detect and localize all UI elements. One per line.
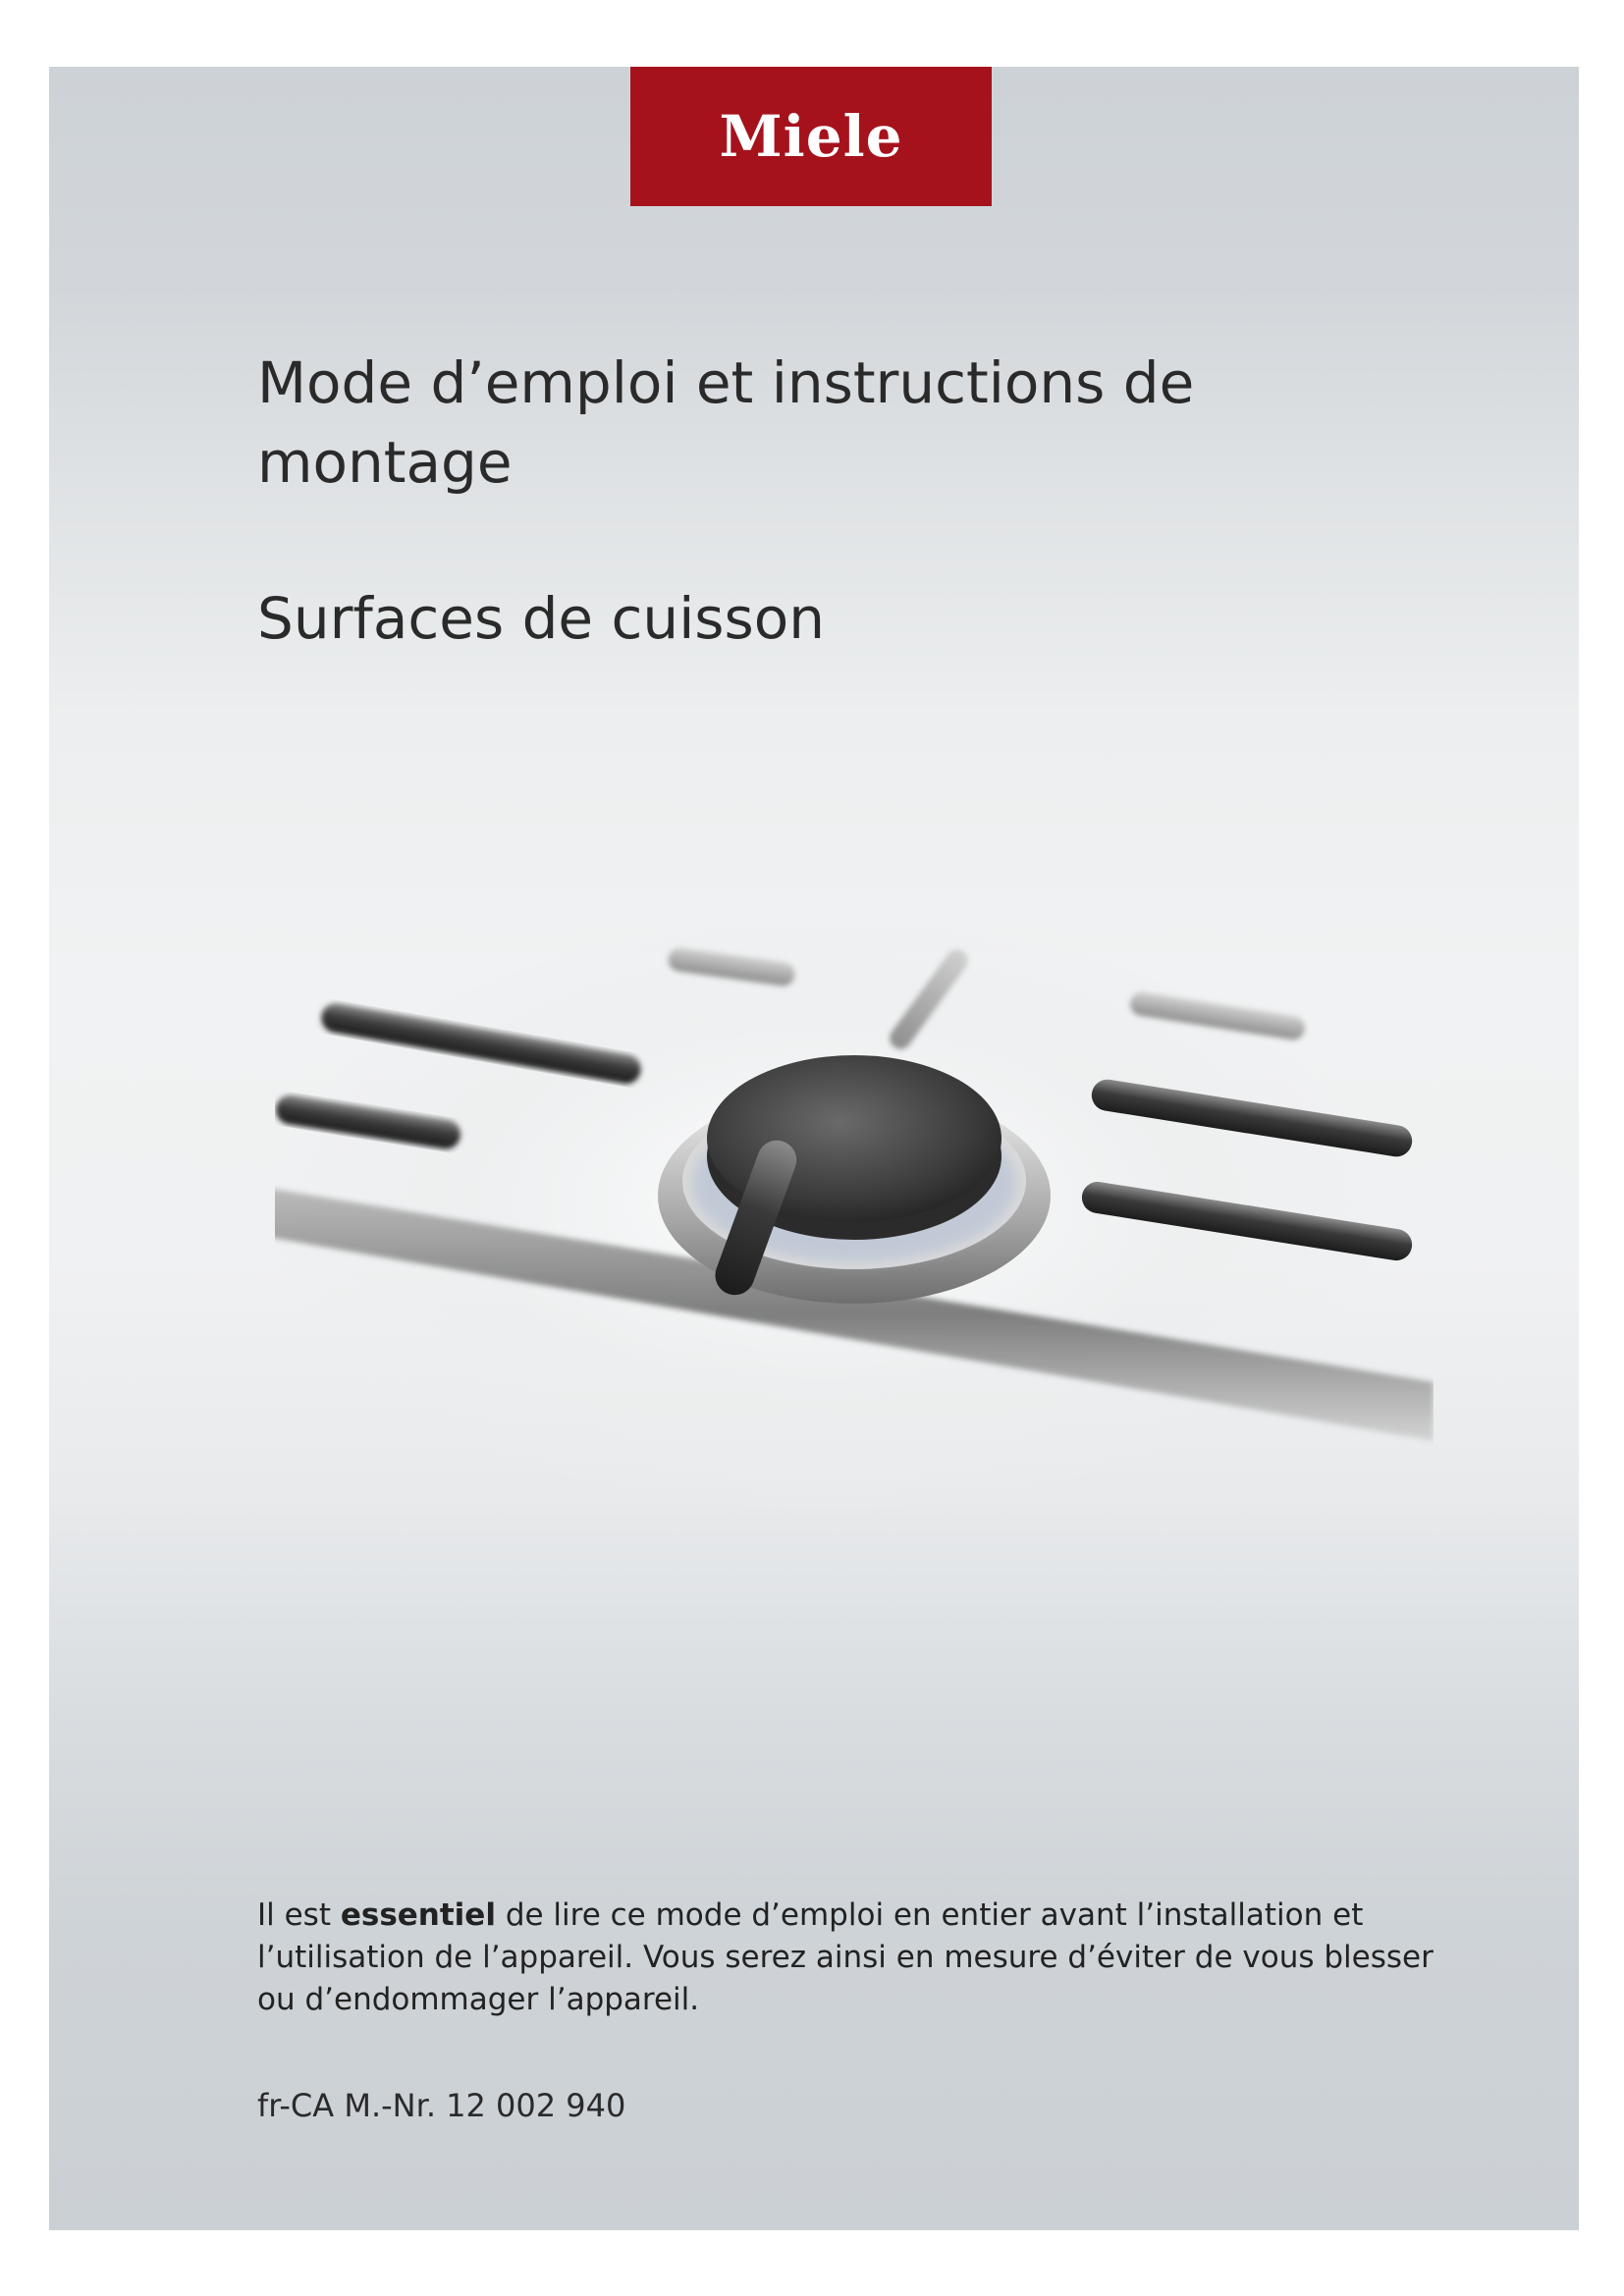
document-subtitle: Surfaces de cuisson — [257, 585, 825, 652]
document-title — [257, 344, 1435, 503]
brand-logo — [630, 67, 992, 206]
safety-notice-text: de lire ce mode d’emploi en entier avant l’installation et l’utilisation de l’appareil. Vous serez ainsi en mesure d’éviter de vous blesser ou d’endommager l’appareil. — [257, 1897, 1434, 2017]
gas-burner-illustration — [275, 891, 1434, 1559]
document-title-line-1: Mode d’emploi et instructions de — [257, 349, 1195, 416]
safety-notice-prefix: Il est — [257, 1897, 341, 1933]
safety-notice-emphasis: essentiel — [340, 1897, 496, 1933]
brand-logo-text: Miele — [719, 103, 903, 170]
cover-page — [49, 67, 1579, 2230]
material-number: fr-CA M.-Nr. 12 002 940 — [257, 2087, 626, 2124]
document-title-line-2: montage — [257, 429, 513, 496]
safety-notice — [257, 1895, 1435, 2021]
